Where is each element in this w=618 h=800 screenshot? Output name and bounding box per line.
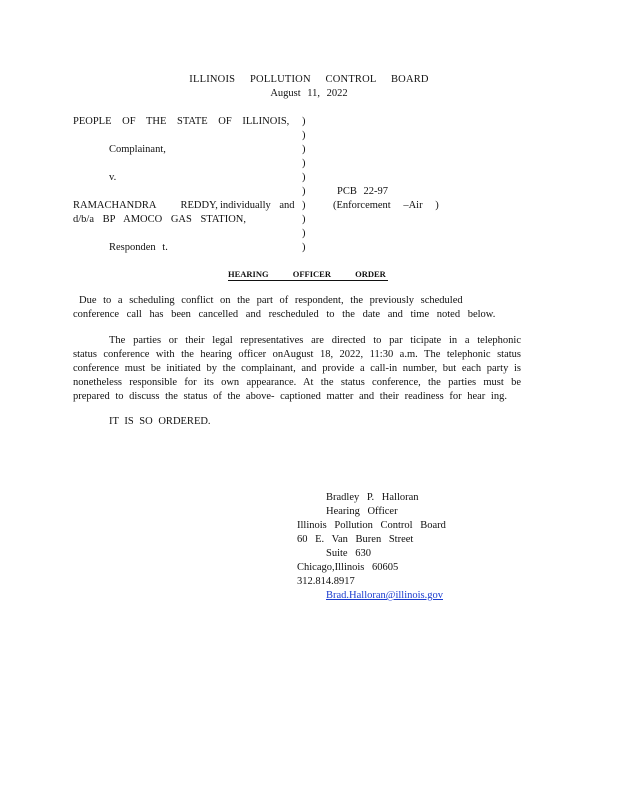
versus-label: v. [109,172,117,183]
caption-paren: ) [302,116,306,127]
defendant-dba: d/b/a BP AMOCO GAS STATION, [73,214,246,225]
case-type: (Enforcement –Air ) [333,200,439,211]
signer-organization: Illinois Pollution Control Board [297,520,446,531]
signer-name: Bradley P. Halloran [326,492,419,503]
caption-paren: ) [302,214,306,225]
paragraph-1-line-2: conference call has been cancelled and rescheduled to the date and time noted below. [73,309,496,320]
agency-title: ILLINOIS POLLUTION CONTROL BOARD [189,74,429,85]
caption-paren: ) [302,186,306,197]
plaintiff-name: PEOPLE OF THE STATE OF ILLINOIS, [73,116,290,127]
paragraph-2-text: The parties or their legal representatives are directed to par ticipate in a telephonic status conference with the hearing officer onAugust 18, 2022, 11:30 a.m. The telephonic status conference must be initiated by the complainant, and provide a call-in number, but each party is nonetheless responsible for its own appearance. At the status conference, the parties must be prepared to discuss the status of the above- captioned matter and their readiness for hear ing. [73,335,521,402]
signer-street: 60 E. Van Buren Street [297,534,414,545]
defendant-name: RAMACHANDRA REDDY, [73,200,218,211]
caption-paren: ) [302,130,306,141]
signer-title: Hearing Officer [326,506,398,517]
caption-parenthesis-column [302,115,306,255]
paragraph-1-line-1: Due to a scheduling conflict on the part of respondent, the previously scheduled [79,295,463,306]
so-ordered: IT IS SO ORDERED. [109,416,211,427]
caption-paren: ) [302,242,306,253]
caption-paren: ) [302,144,306,155]
caption-paren: ) [302,200,306,211]
paragraph-2 [73,334,521,404]
signer-suite: Suite 630 [326,548,371,559]
order-title: HEARING OFFICER ORDER [228,268,388,281]
defendant-role: Responden t. [109,242,168,253]
caption-paren: ) [302,158,306,169]
caption-paren: ) [302,228,306,239]
defendant-capacity: individually and [220,200,295,211]
order-date: August 11, 2022 [270,88,348,99]
plaintiff-role: Complainant, [109,144,166,155]
case-number: PCB 22-97 [337,186,388,197]
signer-city: Chicago,Illinois 60605 [297,562,399,573]
caption-paren: ) [302,172,306,183]
signer-phone: 312.814.8917 [297,576,355,587]
signer-email-link[interactable]: Brad.Halloran@illinois.gov [326,590,443,601]
